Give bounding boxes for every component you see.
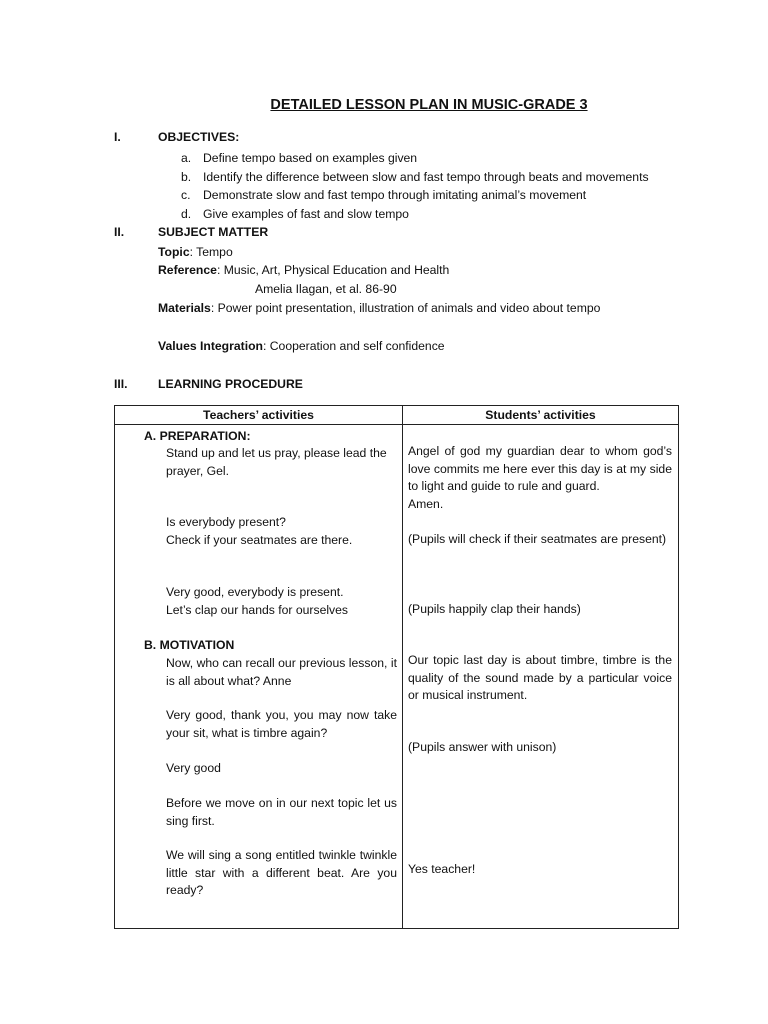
teacher-line: Now, who can recall our previous lesson, it is all about what? Anne [166,656,397,688]
section-numeral-learning-procedure: III. [114,377,128,391]
student-line: Amen. [408,497,444,511]
topic-line: Topic: Tempo [158,245,233,259]
teacher-line: We will sing a song entitled twinkle twinkle little star with a different beat. Are you ready? [166,848,397,897]
objective-item: a. Define tempo based on examples given [181,151,418,165]
student-line: Angel of god my guardian dear to whom god’s love commits me here ever this day is at my side to light and guide to rule and guard. [408,444,672,493]
student-line: Our topic last day is about timbre, timbre is the quality of the sound made by a particular voice or musical instrument. [408,653,672,702]
section-numeral-objectives: I. [114,130,121,144]
teacher-line: Is everybody present? Check if your seatmates are there. [166,515,353,547]
reference-line: Reference: Music, Art, Physical Education and Health [158,263,450,277]
page-title: DETAILED LESSON PLAN IN MUSIC-GRADE 3 [270,97,588,113]
objective-item: c. Demonstrate slow and fast tempo through imitating animal’s movement [181,188,587,203]
materials-line: Materials: Power point presentation, illustration of animals and video about tempo [158,301,601,315]
teacher-line: Stand up and let us pray, please lead the prayer, Gel. [166,446,387,478]
preparation-heading: A. PREPARATION: [144,429,251,443]
learning-procedure-table [114,405,679,929]
motivation-heading: B. MOTIVATION [144,638,235,652]
student-line: (Pupils happily clap their hands) [408,602,581,616]
teacher-line: Very good, thank you, you may now take your sit, what is timbre again? [166,708,397,740]
students-activities-cell [403,425,679,929]
objective-item: b. Identify the difference between slow and fast tempo through beats and movements [181,169,649,184]
teacher-line: Very good [166,761,221,775]
teacher-line: Very good, everybody is present. Let’s clap our hands for ourselves [166,585,349,617]
objectives-heading: OBJECTIVES: [158,130,240,144]
values-integration-line: Values Integration: Cooperation and self confidence [158,339,445,353]
subject-matter-heading: SUBJECT MATTER [158,225,269,239]
reference-author: Amelia Ilagan, et al. 86-90 [255,282,397,296]
objectives-list [181,149,649,223]
student-line: (Pupils will check if their seatmates are present) [408,532,667,546]
section-numeral-subject-matter: II. [114,225,125,239]
objective-item: d. Give examples of fast and slow tempo [181,206,409,221]
column-header-students: Students’ activities [403,406,679,425]
teacher-line: Before we move on in our next topic let us sing first. [166,796,397,828]
column-header-teachers: Teachers’ activities [115,406,403,425]
student-line: Yes teacher! [408,862,476,876]
teachers-activities-cell [115,425,403,929]
student-line: (Pupils answer with unison) [408,740,557,754]
learning-procedure-heading: LEARNING PROCEDURE [158,377,303,391]
